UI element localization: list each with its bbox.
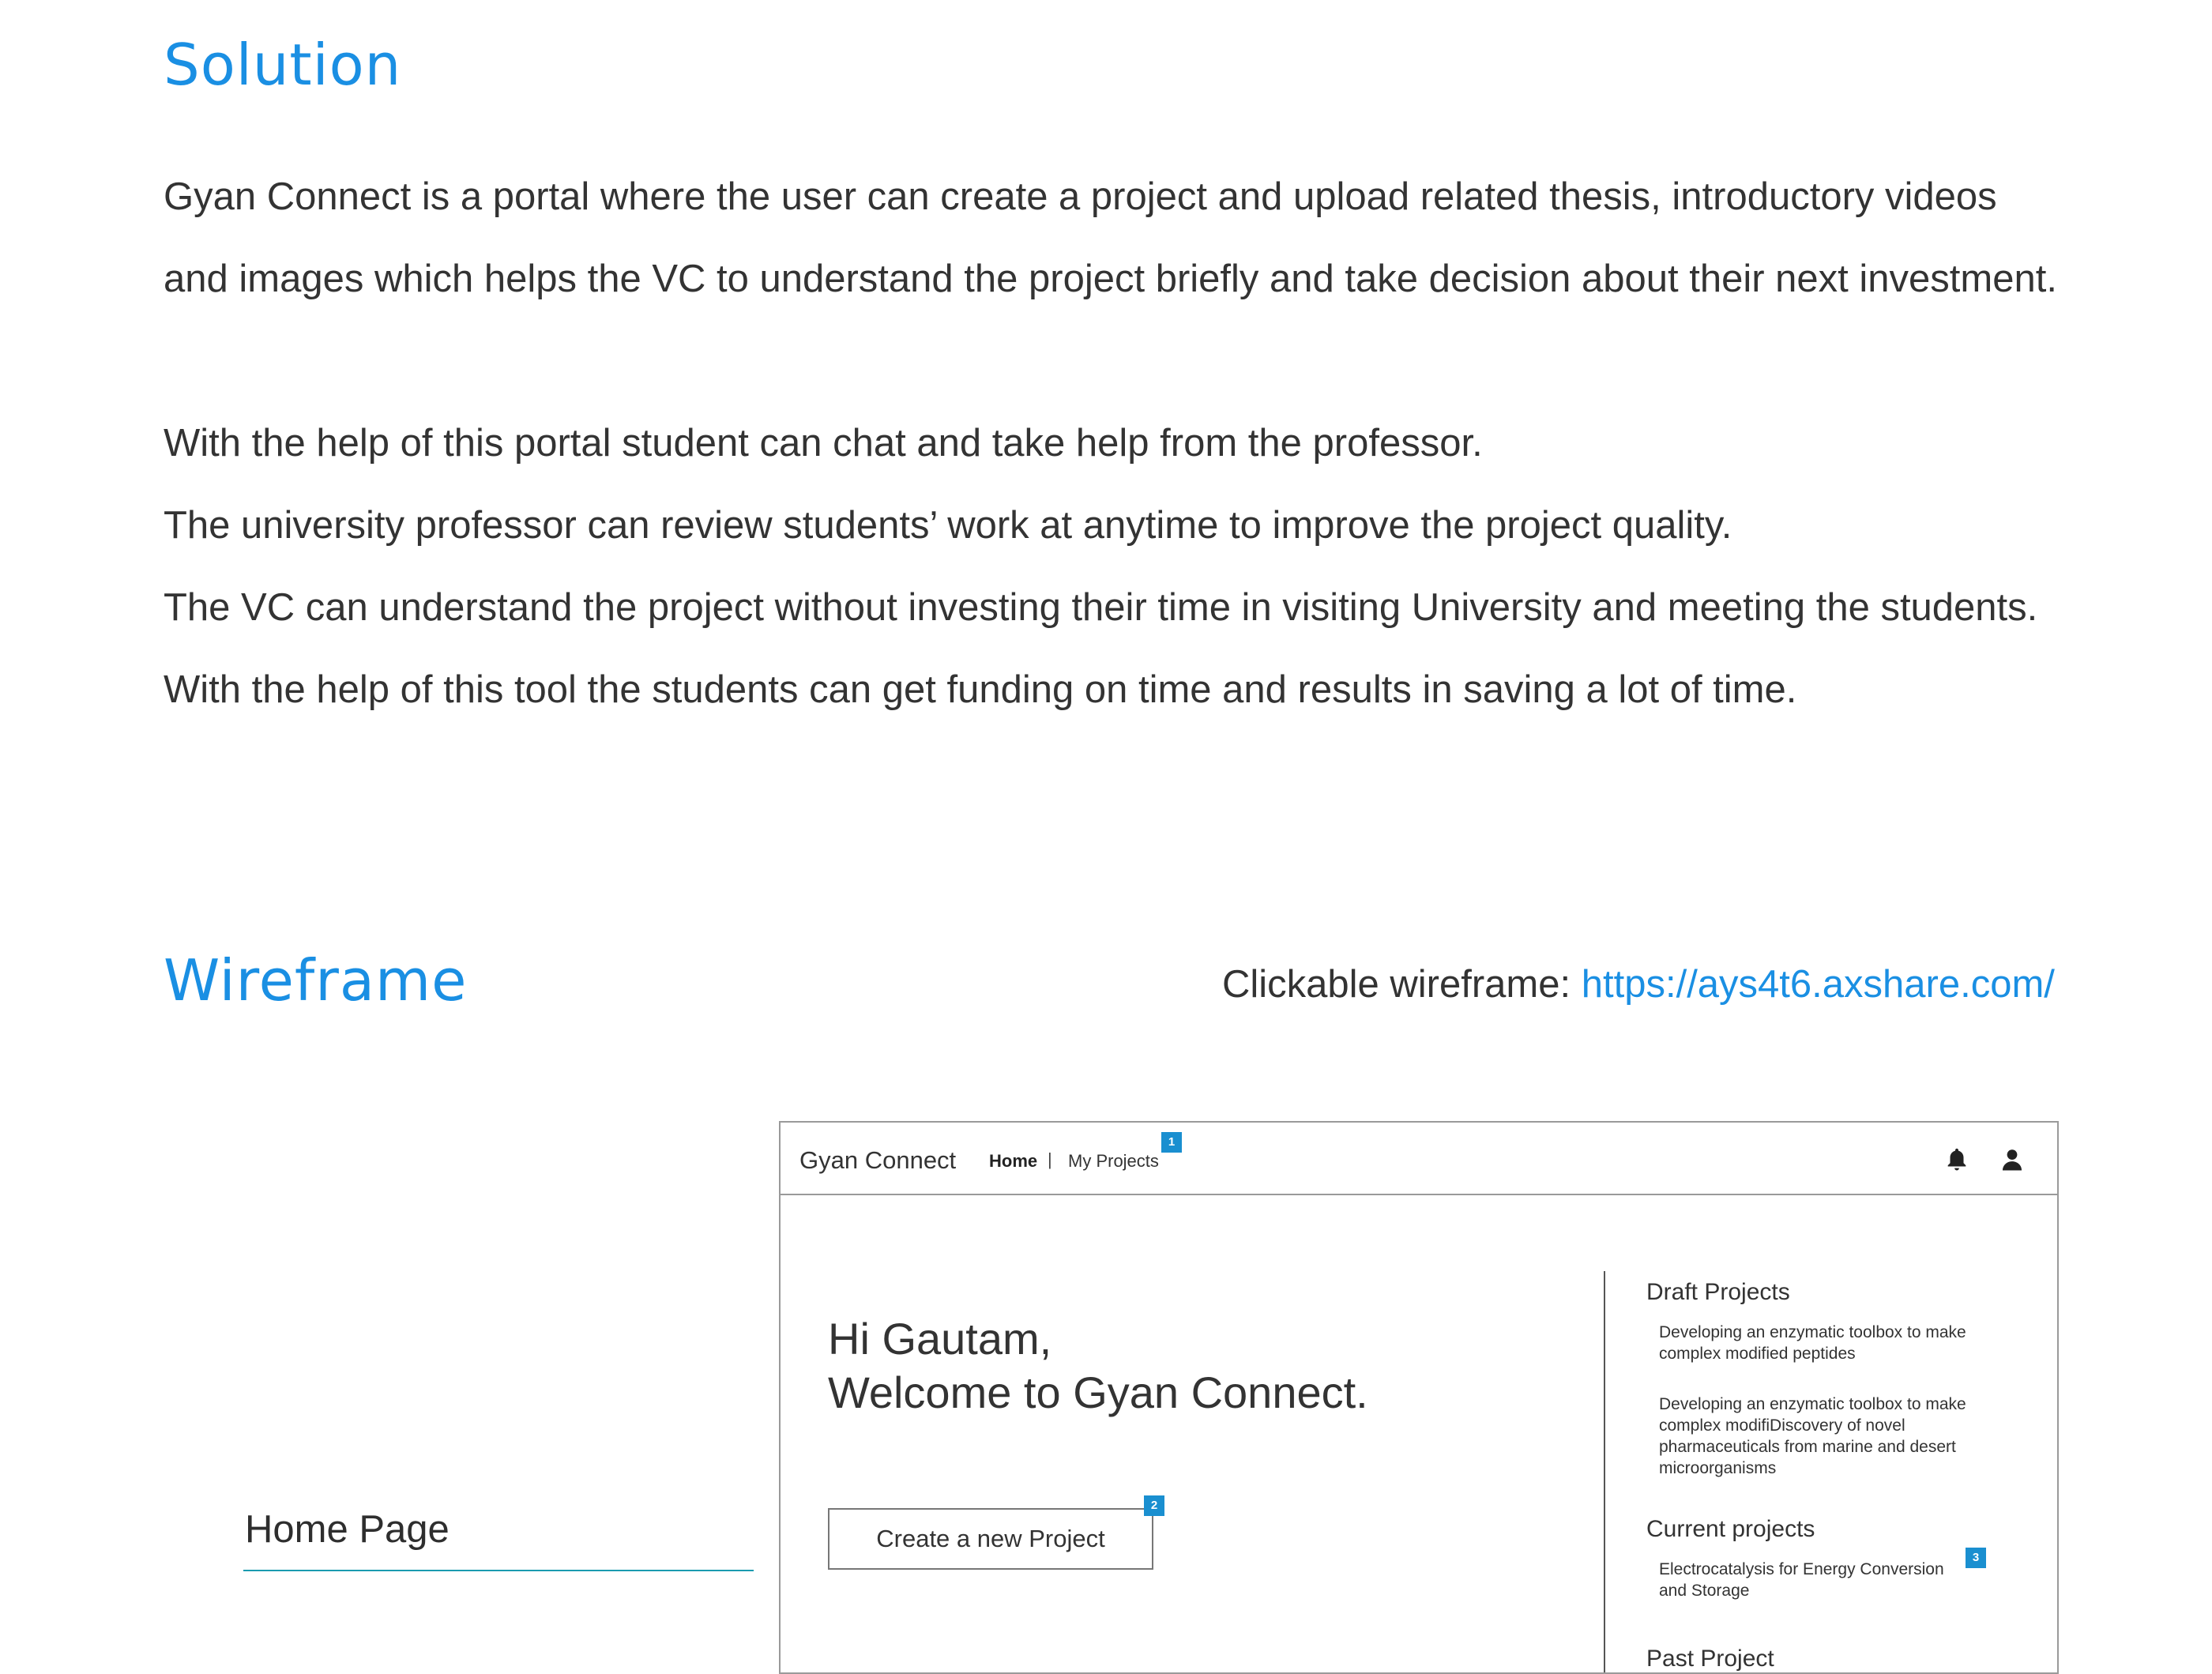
mockup-top-bar <box>781 1123 2057 1195</box>
wireframe-mockup <box>779 1121 2059 1674</box>
bell-icon[interactable] <box>1943 1146 1970 1173</box>
annotation-badge-3: 3 <box>1966 1548 1986 1568</box>
draft-project-item[interactable]: Developing an enzymatic toolbox to make complex modified peptides <box>1659 1323 1966 1363</box>
solution-paragraph-line-1: Gyan Connect is a portal where the user can create a project and upload related thesis, introductory videos <box>164 175 1997 218</box>
mockup-nav-my-projects[interactable]: My Projects <box>1068 1151 1159 1171</box>
solution-paragraph-line-2: and images which helps the VC to understand the project briefly and take decision about their next investment. <box>164 258 2057 300</box>
mockup-brand[interactable]: Gyan Connect <box>799 1146 957 1174</box>
solution-point-2: The university professor can review students’ work at anytime to improve the project quality. <box>164 504 1732 547</box>
clickable-wireframe-link[interactable]: https://ays4t6.axshare.com/ <box>1581 963 2055 1006</box>
annotation-badge-1: 1 <box>1161 1132 1182 1153</box>
mockup-nav-home[interactable]: Home <box>989 1151 1038 1171</box>
draft-projects-title: Draft Projects <box>1646 1279 1790 1305</box>
solution-heading: Solution <box>164 32 402 98</box>
user-icon[interactable] <box>1999 1146 2026 1173</box>
current-projects-title: Current projects <box>1646 1516 1815 1542</box>
mockup-column-divider <box>1604 1271 1605 1674</box>
greeting-line-2: Welcome to Gyan Connect. <box>828 1367 1368 1417</box>
solution-point-4: With the help of this tool the students can get funding on time and results in saving a lot of time. <box>164 668 1797 711</box>
mockup-greeting <box>828 1312 1368 1420</box>
solution-point-1: With the help of this portal student can chat and take help from the professor. <box>164 422 1483 465</box>
draft-project-item[interactable]: Developing an enzymatic toolbox to make complex modifiDiscovery of novel pharmaceuticals from marine and desert microorganisms <box>1659 1395 1966 1477</box>
annotation-badge-2: 2 <box>1144 1495 1164 1516</box>
clickable-wireframe-line <box>1222 962 2055 1006</box>
clickable-wireframe-label: Clickable wireframe: <box>1222 963 1582 1006</box>
home-page-label: Home Page <box>245 1508 450 1551</box>
current-project-item[interactable]: Electrocatalysis for Energy Conversion and Storage <box>1659 1560 1944 1600</box>
past-project-title: Past Project <box>1646 1646 1774 1672</box>
create-project-button[interactable]: Create a new Project <box>828 1508 1153 1570</box>
wireframe-heading: Wireframe <box>164 947 468 1014</box>
solution-point-3: The VC can understand the project without investing their time in visiting University and meeting the students. <box>164 586 2038 629</box>
greeting-line-1: Hi Gautam, <box>828 1314 1052 1364</box>
home-page-label-underline <box>243 1570 754 1571</box>
mockup-nav-separator: | <box>1048 1149 1052 1169</box>
